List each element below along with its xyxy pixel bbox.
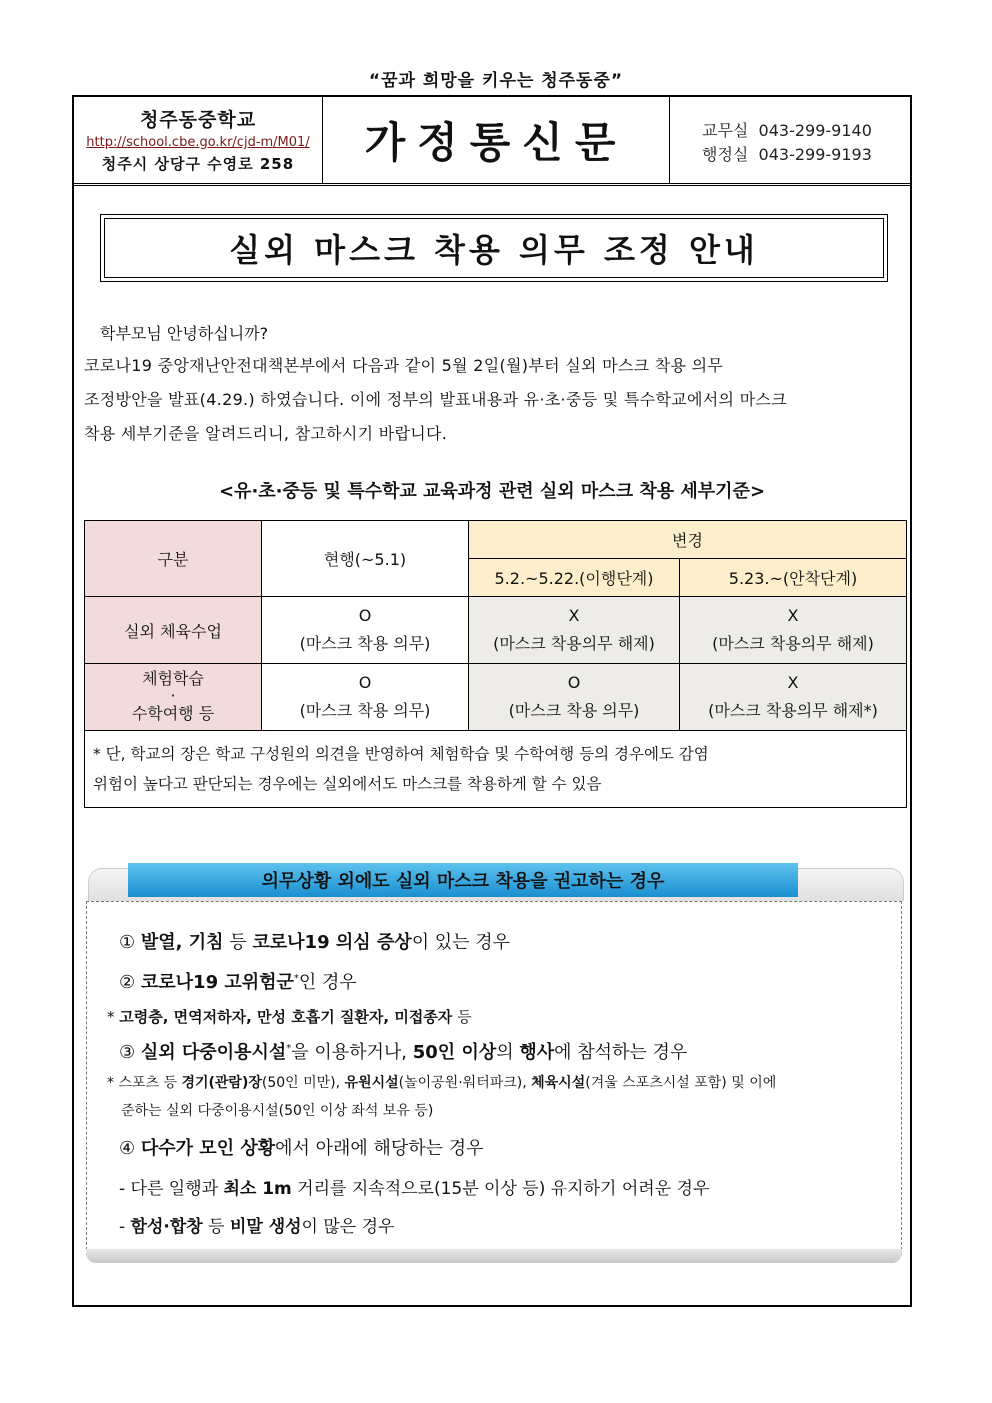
recommend-item-1: ① 발열, 기침 등 코로나19 의심 증상이 있는 경우 (119, 932, 511, 953)
intro-line: 착용 세부기준을 알려드리니, 참고하시기 바랍니다. (84, 424, 448, 443)
recommend-item-2: ② 코로나19 고위험군*인 경우 (119, 972, 357, 993)
newsletter-frame (72, 95, 912, 1307)
section-title: <유·초·중등 및 특수학교 교육과정 관련 실외 마스크 착용 세부기준> (218, 481, 766, 502)
newsletter-header (74, 97, 910, 184)
intro-line: 코로나19 중앙재난안전대책본부에서 다음과 같이 5월 2일(월)부터 실외 마스크 착용 의무 (84, 356, 724, 375)
recommend-item-3: ③ 실외 다중이용시설*을 이용하거나, 50인 이상의 행사에 참석하는 경우 (119, 1042, 688, 1063)
notice-title: 실외 마스크 착용 의무 조정 안내 (104, 218, 884, 278)
intro-paragraph (84, 349, 904, 451)
table-cell: X (마스크 착용의무 해제) (680, 597, 907, 664)
mask-standards-table (84, 520, 907, 808)
contact-info (702, 119, 872, 167)
table-note-row (85, 731, 907, 808)
recommend-box (86, 901, 902, 1255)
row-label: 실외 체육수업 (85, 597, 262, 664)
table-row (85, 597, 907, 664)
recommend-item-4-sub2: - 함성·합창 등 비말 생성이 많은 경우 (119, 1217, 395, 1237)
recommend-item-4: ④ 다수가 모인 상황에서 아래에 해당하는 경우 (119, 1138, 484, 1159)
contact-admin-office: 행정실 043-299-9193 (702, 145, 872, 164)
th-change: 변경 (469, 521, 907, 559)
header-divider (74, 185, 910, 186)
recommend-box-bottom (86, 1249, 902, 1263)
school-info (74, 97, 323, 183)
recommend-item-4-sub1: - 다른 일행과 최소 1m 거리를 지속적으로(15분 이상 등) 유지하기 어려운 경우 (119, 1179, 710, 1199)
greeting: 학부모님 안녕하십니까? (100, 324, 269, 343)
table-cell: O (마스크 착용 의무) (262, 664, 469, 731)
th-current: 현행(~5.1) (262, 521, 469, 597)
table-cell: O (마스크 착용 의무) (262, 597, 469, 664)
table-row (85, 664, 907, 731)
recommend-item-2-note: * 고령층, 면역저하자, 만성 호흡기 질환자, 미접종자 등 (107, 1008, 472, 1026)
recommend-item-3-note-cont: 준하는 실외 다중이용시설(50인 이상 좌석 보유 등) (121, 1103, 434, 1119)
th-transition: 5.2.~5.22.(이행단계) (469, 559, 680, 597)
recommend-item-3-note: * 스포츠 등 경기(관람)장(50인 미만), 유원시설(놀이공원·워터파크), 체육시설(겨울 스포츠시설 포함) 및 이에 (107, 1075, 777, 1091)
newsletter-title: 가정통신문 (364, 118, 628, 167)
school-address: 청주시 상당구 수영로 258 (101, 155, 295, 173)
newsletter-title-cell (323, 97, 670, 183)
school-name: 청주동중학교 (139, 109, 257, 131)
contact-academic-office: 교무실 043-299-9140 (702, 121, 872, 140)
table-note: * 단, 학교의 장은 학교 구성원의 의견을 반영하여 체험학습 및 수학여행 등의 경우에도 감염 위험이 높다고 판단되는 경우에는 실외에서도 마스크를 착용하게 할 수 있음 (85, 731, 907, 808)
table-cell: O (마스크 착용 의무) (469, 664, 680, 731)
school-url-link[interactable]: http://school.cbe.go.kr/cjd-m/M01/ (86, 135, 310, 150)
school-motto: “꿈과 희망을 키우는 청주동중” (368, 71, 624, 91)
row-label: 체험학습 · 수학여행 등 (85, 664, 262, 731)
recommend-title: 의무상황 외에도 실외 마스크 착용을 권고하는 경우 (128, 863, 798, 897)
table-cell: X (마스크 착용의무 해제*) (680, 664, 907, 731)
notice-title-box (100, 214, 888, 282)
table-cell: X (마스크 착용의무 해제) (469, 597, 680, 664)
th-settled: 5.23.~(안착단계) (680, 559, 907, 597)
th-category: 구분 (85, 521, 262, 597)
intro-line: 조정방안을 발표(4.29.) 하였습니다. 이에 정부의 발표내용과 유·초·중등 및 특수학교에서의 마스크 (84, 390, 787, 409)
